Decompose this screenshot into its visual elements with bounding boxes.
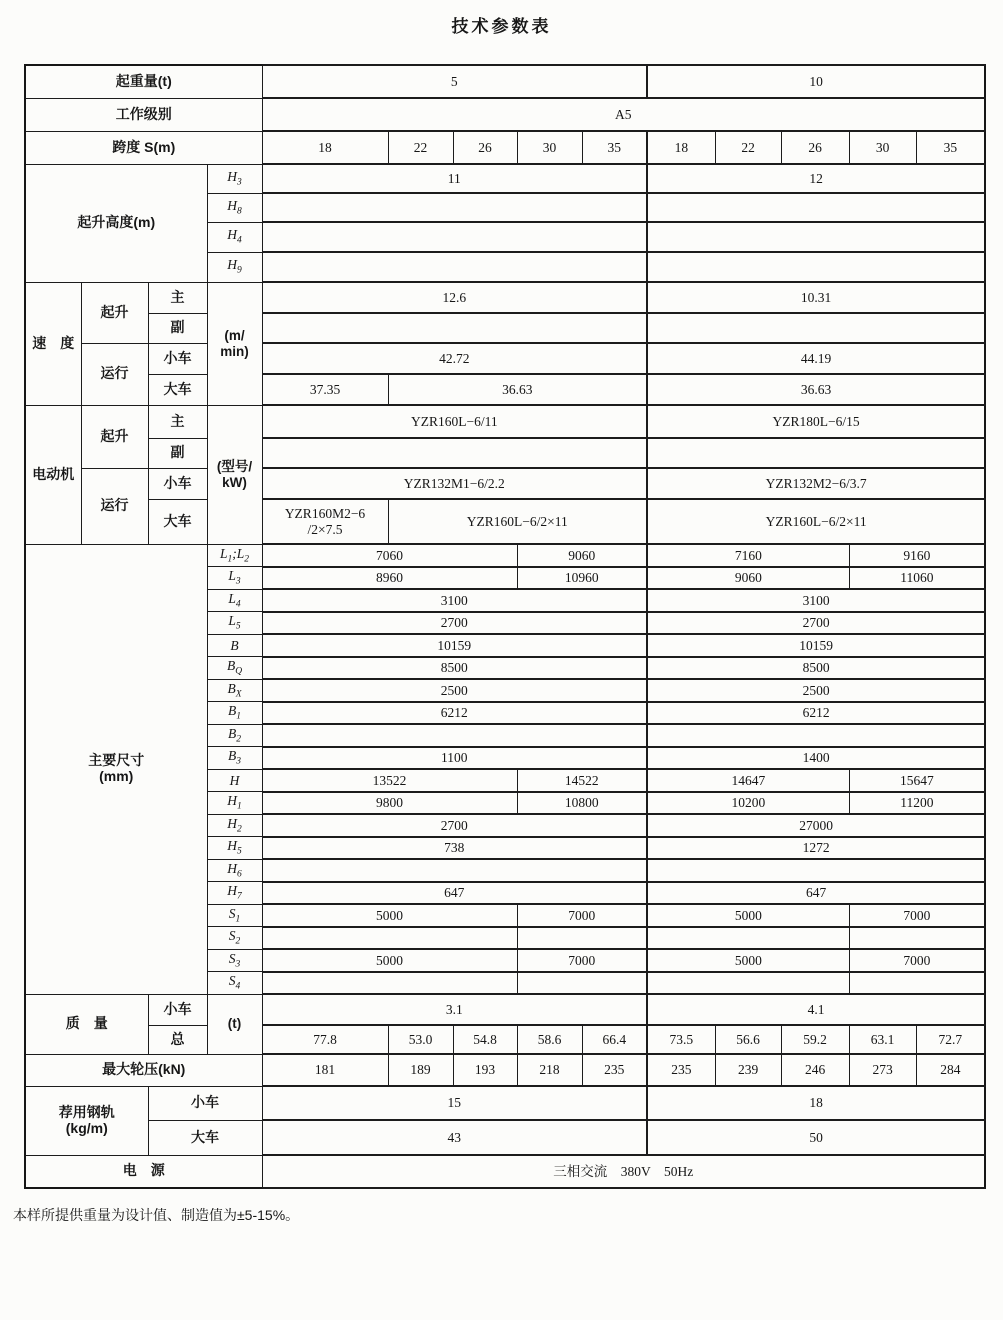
mass-total-cell: 53.0: [388, 1025, 453, 1054]
dim-key: $B_X$: [207, 679, 262, 702]
wheel-load-cell: 246: [781, 1054, 849, 1086]
dim-key: $H_2$: [207, 814, 262, 837]
motor-travel-label: 运行: [81, 468, 148, 544]
dim-value: 7060: [262, 544, 517, 567]
scanned-spec-page: [0, 12, 1003, 1225]
speed-value: [262, 313, 647, 343]
motor-hoist-label: 起升: [81, 405, 148, 468]
motor-value: YZR160L−6/2×11: [647, 499, 985, 544]
wheel-load-cell: 181: [262, 1054, 388, 1086]
dim-value: 1100: [262, 747, 647, 770]
wheel-load-cell: 193: [453, 1054, 517, 1086]
speed-unit: [207, 282, 262, 405]
motor-aux-label: 副: [148, 438, 207, 468]
speed-unit-line2: min): [220, 343, 249, 359]
motor-value: [647, 438, 985, 468]
span-cell: 18: [262, 131, 388, 164]
lift-height-key: $H_4$: [207, 222, 262, 252]
dim-key: $L_1;L_2$: [207, 544, 262, 567]
dim-key: $B_1$: [207, 702, 262, 725]
dim-value: [262, 927, 517, 950]
dim-value: 10800: [517, 792, 647, 815]
motor-value-line2: /2×7.5: [307, 521, 343, 537]
speed-trolley-label: 小车: [148, 343, 207, 374]
dim-key: $B_3$: [207, 747, 262, 770]
speed-value: 42.72: [262, 343, 647, 374]
mass-label: 质 量: [25, 994, 148, 1054]
speed-value: 36.63: [647, 374, 985, 405]
mass-trolley-label: 小车: [148, 994, 207, 1025]
dim-value: 1272: [647, 837, 985, 860]
mass-total-label: 总: [148, 1025, 207, 1054]
motor-value: YZR160L−6/11: [262, 405, 647, 438]
dim-key: $S_4$: [207, 972, 262, 995]
wheel-load-cell: 218: [517, 1054, 582, 1086]
motor-value: [262, 499, 388, 544]
span-cell: 18: [647, 131, 715, 164]
dim-value: 5000: [262, 949, 517, 972]
dim-value: 7000: [517, 904, 647, 927]
dim-value: 6212: [647, 702, 985, 725]
dim-key: $B_2$: [207, 724, 262, 747]
rail-label-line1: 荐用钢轨: [58, 1103, 115, 1120]
work-class-value: A5: [262, 98, 985, 131]
wheel-load-cell: 273: [849, 1054, 916, 1086]
speed-hoist-label: 起升: [81, 282, 148, 343]
wheel-load-cell: 284: [916, 1054, 985, 1086]
rail-trolley-value: 15: [262, 1086, 647, 1120]
dim-key: $H_1$: [207, 792, 262, 815]
rail-trolley-value: 18: [647, 1086, 985, 1120]
dim-value: 647: [647, 882, 985, 905]
dim-value: 13522: [262, 769, 517, 792]
dim-value: 738: [262, 837, 647, 860]
speed-aux-label: 副: [148, 313, 207, 343]
mass-total-cell: 72.7: [916, 1025, 985, 1054]
span-cell: 30: [517, 131, 582, 164]
motor-value-line1: YZR160M2−6: [284, 506, 366, 522]
footer-note: 本样所提供重量为设计值、制造值为±5-15%。: [13, 1207, 300, 1223]
dim-value: 14522: [517, 769, 647, 792]
lift-height-value: [262, 193, 647, 222]
mass-trolley-value: 3.1: [262, 994, 647, 1025]
power-label: 电 源: [25, 1155, 262, 1188]
motor-label: 电动机: [25, 405, 81, 544]
speed-value: 37.35: [262, 374, 388, 405]
dim-value: [517, 927, 647, 950]
motor-value: YZR180L−6/15: [647, 405, 985, 438]
page-title: 技术参数表: [451, 17, 552, 36]
dim-key: B: [207, 634, 262, 657]
rail-bridge-label: 大车: [148, 1120, 262, 1155]
mass-total-cell: 59.2: [781, 1025, 849, 1054]
span-cell: 26: [781, 131, 849, 164]
dim-value: 15647: [849, 769, 985, 792]
dim-value: 647: [262, 882, 647, 905]
span-cell: 30: [849, 131, 916, 164]
speed-value: [647, 313, 985, 343]
dims-label-line2: (mm): [99, 768, 134, 784]
dim-value: [517, 972, 647, 995]
dim-key: $S_3$: [207, 949, 262, 972]
lift-height-label: 起升高度(m): [25, 164, 207, 282]
lift-height-value: [262, 252, 647, 282]
dim-value: [262, 859, 647, 882]
rail-bridge-value: 43: [262, 1120, 647, 1155]
capacity-label: 起重量(t): [25, 65, 262, 98]
dim-value: 8960: [262, 567, 517, 590]
work-class-label: 工作级别: [25, 98, 262, 131]
dim-key: $H_5$: [207, 837, 262, 860]
dim-value: 2700: [262, 612, 647, 635]
wheel-load-cell: 235: [582, 1054, 647, 1086]
dim-value: 7000: [849, 904, 985, 927]
speed-main-label: 主: [148, 282, 207, 313]
mass-total-cell: 73.5: [647, 1025, 715, 1054]
span-cell: 26: [453, 131, 517, 164]
dim-value: 3100: [262, 589, 647, 612]
mass-unit: (t): [207, 994, 262, 1054]
dim-value: [647, 724, 985, 747]
speed-value: 12.6: [262, 282, 647, 313]
span-label: 跨度 S(m): [25, 131, 262, 164]
dim-value: 9060: [647, 567, 849, 590]
dim-value: 10960: [517, 567, 647, 590]
dim-value: 7000: [849, 949, 985, 972]
motor-value: YZR132M1−6/2.2: [262, 468, 647, 499]
lift-height-value: 11: [262, 164, 647, 193]
dim-value: [647, 927, 849, 950]
mass-trolley-value: 4.1: [647, 994, 985, 1025]
dim-value: [647, 859, 985, 882]
speed-value: 36.63: [388, 374, 647, 405]
dim-value: 27000: [647, 814, 985, 837]
dim-value: 5000: [647, 949, 849, 972]
motor-value: YZR132M2−6/3.7: [647, 468, 985, 499]
span-cell: 35: [582, 131, 647, 164]
mass-total-cell: 66.4: [582, 1025, 647, 1054]
dim-value: 11060: [849, 567, 985, 590]
wheel-load-cell: 235: [647, 1054, 715, 1086]
motor-unit: [207, 405, 262, 544]
dim-value: 11200: [849, 792, 985, 815]
lift-height-value: [647, 222, 985, 252]
speed-value: 44.19: [647, 343, 985, 374]
dim-value: [262, 972, 517, 995]
dim-value: 5000: [262, 904, 517, 927]
motor-trolley-label: 小车: [148, 468, 207, 499]
capacity-value-5t: 5: [262, 65, 647, 98]
dim-value: 10159: [262, 634, 647, 657]
motor-value: YZR160L−6/2×11: [388, 499, 647, 544]
dim-value: 2700: [262, 814, 647, 837]
speed-label: 速 度: [25, 282, 81, 405]
dim-value: 10159: [647, 634, 985, 657]
motor-bridge-label: 大车: [148, 499, 207, 544]
span-cell: 22: [715, 131, 781, 164]
mass-total-cell: 77.8: [262, 1025, 388, 1054]
lift-height-key: $H_8$: [207, 193, 262, 222]
lift-height-value: 12: [647, 164, 985, 193]
motor-main-label: 主: [148, 405, 207, 438]
motor-unit-line1: (型号/: [216, 459, 253, 475]
dim-value: 7160: [647, 544, 849, 567]
span-cell: 22: [388, 131, 453, 164]
dim-value: 2500: [262, 679, 647, 702]
dim-value: 6212: [262, 702, 647, 725]
capacity-value-10t: 10: [647, 65, 985, 98]
dim-value: 7000: [517, 949, 647, 972]
lift-height-value: [262, 222, 647, 252]
lift-height-key: $H_9$: [207, 252, 262, 282]
rail-label-line2: (kg/m): [65, 1119, 108, 1136]
motor-value: [262, 438, 647, 468]
mass-total-cell: 58.6: [517, 1025, 582, 1054]
dim-key: $H_7$: [207, 882, 262, 905]
dim-key: $L_5$: [207, 612, 262, 635]
span-cell: 35: [916, 131, 985, 164]
dims-label: [25, 544, 207, 994]
lift-height-value: [647, 193, 985, 222]
wheel-load-cell: 189: [388, 1054, 453, 1086]
dim-key: $S_2$: [207, 927, 262, 950]
dim-value: [849, 972, 985, 995]
dim-key: $S_1$: [207, 904, 262, 927]
dim-value: 1400: [647, 747, 985, 770]
dim-value: 10200: [647, 792, 849, 815]
dims-label-line1: 主要尺寸: [88, 752, 145, 769]
dim-value: 9160: [849, 544, 985, 567]
speed-value: 10.31: [647, 282, 985, 313]
lift-height-value: [647, 252, 985, 282]
dim-value: [849, 927, 985, 950]
spec-table: [24, 64, 986, 1189]
dim-value: [262, 724, 647, 747]
lift-height-key: $H_3$: [207, 164, 262, 193]
mass-total-cell: 56.6: [715, 1025, 781, 1054]
dim-value: 2500: [647, 679, 985, 702]
dim-value: 8500: [262, 657, 647, 680]
rail-label: [25, 1086, 148, 1155]
dim-value: 9060: [517, 544, 647, 567]
speed-unit-line1: (m/: [224, 328, 245, 344]
dim-value: [647, 972, 849, 995]
dim-key: $L_4$: [207, 589, 262, 612]
dim-key: $H_6$: [207, 859, 262, 882]
mass-total-cell: 63.1: [849, 1025, 916, 1054]
dim-value: 2700: [647, 612, 985, 635]
speed-travel-label: 运行: [81, 343, 148, 405]
dim-value: 8500: [647, 657, 985, 680]
mass-total-cell: 54.8: [453, 1025, 517, 1054]
rail-bridge-value: 50: [647, 1120, 985, 1155]
dim-value: 5000: [647, 904, 849, 927]
dim-key: $B_Q$: [207, 657, 262, 680]
rail-trolley-label: 小车: [148, 1086, 262, 1120]
dim-key: H: [207, 769, 262, 792]
speed-bridge-label: 大车: [148, 374, 207, 405]
wheel-load-label: 最大轮压(kN): [25, 1054, 262, 1086]
dim-value: 3100: [647, 589, 985, 612]
dim-key: $L_3$: [207, 567, 262, 590]
dim-value: 9800: [262, 792, 517, 815]
wheel-load-cell: 239: [715, 1054, 781, 1086]
power-value: 三相交流 380V 50Hz: [262, 1155, 985, 1188]
motor-unit-line2: kW): [222, 474, 247, 490]
dim-value: 14647: [647, 769, 849, 792]
